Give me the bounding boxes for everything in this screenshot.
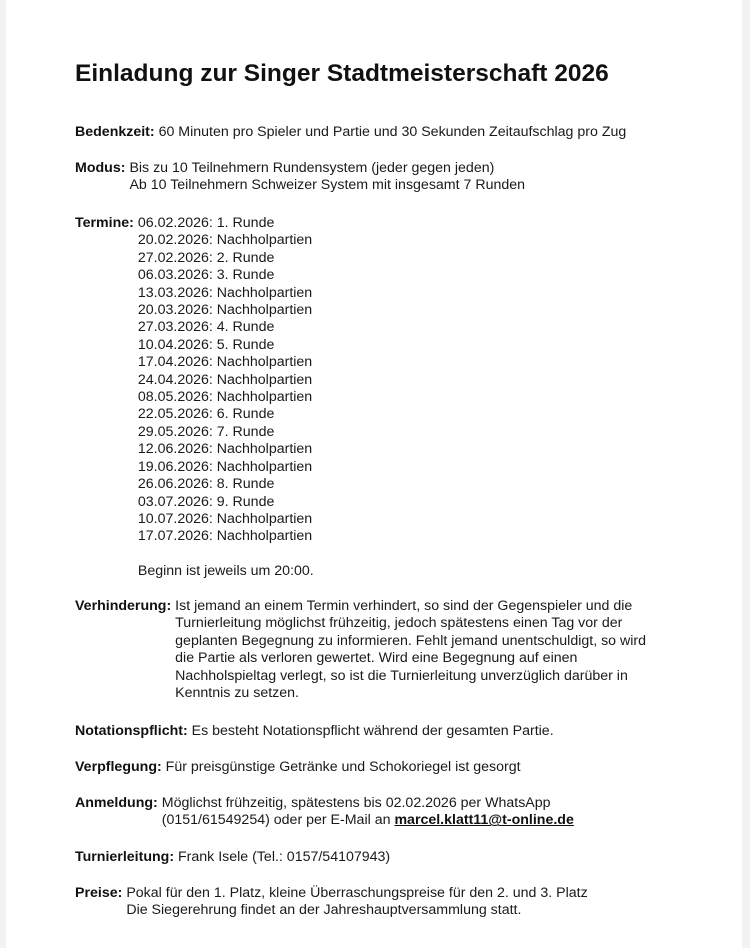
termin-item: 24.04.2026: Nachholpartien [137,371,313,388]
termin-item: 26.06.2026: 8. Runde [137,476,275,493]
anmeldung-label: Anmeldung: [75,795,158,811]
verhinderung-line: die Partie als verloren gewertet. Wird eine Begegnung auf einen [175,650,578,667]
section-notationspflicht [75,723,554,740]
verhinderung-label: Verhinderung: [75,598,172,614]
document-page [6,0,742,948]
termin-item: 17.07.2026: Nachholpartien [137,528,313,545]
verpflegung-text: Für preisgünstige Getränke und Schokoriegel ist gesorgt [165,759,521,775]
modus-label: Modus: [75,160,126,176]
section-verpflegung [75,759,521,776]
termin-item: 22.05.2026: 6. Runde [137,406,275,423]
termine-list [138,215,314,581]
anmeldung-line2-text: (0151/61549254) oder per E-Mail an [161,812,391,829]
termin-item: 19.06.2026: Nachholpartien [137,458,313,475]
section-preise [75,885,588,920]
verhinderung-line: Ist jemand an einem Termin verhindert, so sind der Gegenspieler und die [175,598,633,614]
turnierleitung-text: Frank Isele (Tel.: 0157/54107943) [178,849,391,865]
preise-line: Die Siegerehrung findet an der Jahreshauptversammlung statt. [126,902,522,919]
verhinderung-line: Turnierleitung möglichst frühzeitig, jedoch spätestens einen Tag vor der [175,615,623,632]
notationspflicht-text: Es besteht Notationspflicht während der gesamten Partie. [191,723,554,739]
modus-line: Ab 10 Teilnehmern Schweizer System mit insgesamt 7 Runden [129,177,526,194]
modus-line: Bis zu 10 Teilnehmern Rundensystem (jeder gegen jeden) [129,160,495,176]
verhinderung-line: Nachholspieltag verlegt, so ist die Turnierleitung unverzüglich darüber in [175,667,628,684]
bedenkzeit-label: Bedenkzeit: [75,124,155,140]
anmeldung-line [162,812,574,829]
termin-item: 08.05.2026: Nachholpartien [137,389,313,406]
termin-item: 20.03.2026: Nachholpartien [137,302,313,319]
section-termine [75,215,314,581]
preise-line: Pokal für den 1. Platz, kleine Überraschungspreise für den 2. und 3. Platz [126,885,588,901]
section-bedenkzeit [75,124,626,141]
termin-item: 29.05.2026: 7. Runde [137,423,275,440]
termin-item: 13.03.2026: Nachholpartien [137,284,313,301]
termin-item: 27.02.2026: 2. Runde [137,249,275,266]
preise-label: Preise: [75,885,123,901]
termin-item: 06.03.2026: 3. Runde [137,267,275,284]
termin-item: 12.06.2026: Nachholpartien [137,441,313,458]
verhinderung-line: geplanten Begegnung zu informieren. Fehlt jemand unentschuldigt, so wird [175,632,647,649]
notationspflicht-label: Notationspflicht: [75,723,188,739]
termin-item: 06.02.2026: 1. Runde [137,215,275,231]
termin-item: 03.07.2026: 9. Runde [137,493,275,510]
verpflegung-label: Verpflegung: [75,759,162,775]
section-verhinderung [75,598,646,702]
termin-item: 27.03.2026: 4. Runde [137,319,275,336]
termine-label: Termine: [75,215,134,231]
verhinderung-line: Kenntnis zu setzen. [175,685,299,702]
section-anmeldung [75,795,574,830]
section-modus [75,160,525,195]
turnierleitung-label: Turnierleitung: [75,849,175,865]
termin-item: 20.02.2026: Nachholpartien [137,232,313,249]
anmeldung-line: Möglichst frühzeitig, spätestens bis 02.02.2026 per WhatsApp [161,795,551,811]
termin-item: 10.04.2026: 5. Runde [137,336,275,353]
termin-item: 17.04.2026: Nachholpartien [137,354,313,371]
termine-start-note: Beginn ist jeweils um 20:00. [137,563,314,580]
section-turnierleitung [75,849,390,866]
termin-item: 10.07.2026: Nachholpartien [137,510,313,527]
bedenkzeit-text: 60 Minuten pro Spieler und Partie und 30 Sekunden Zeitaufschlag pro Zug [158,124,627,140]
page-title: Einladung zur Singer Stadtmeisterschaft 2026 [75,60,609,87]
email-link[interactable]: marcel.klatt11@t-online.de [394,812,574,829]
